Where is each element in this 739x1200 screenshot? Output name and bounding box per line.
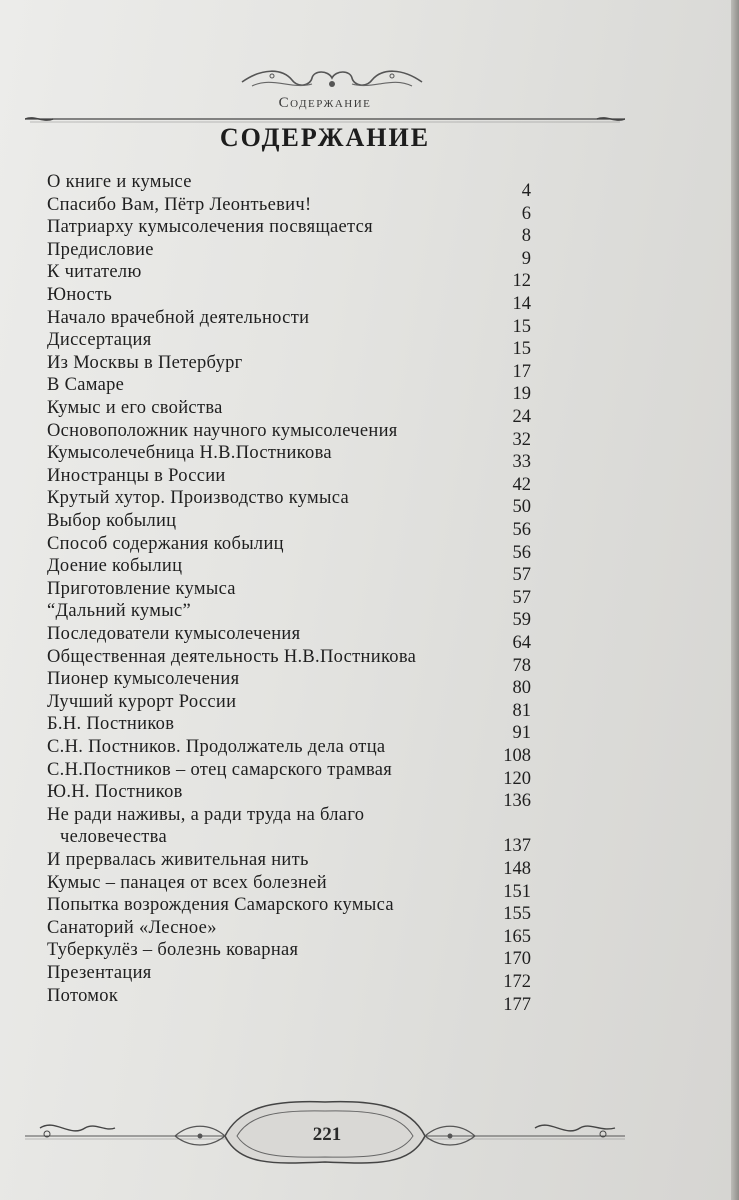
page-edge (731, 0, 739, 1200)
toc-entry-page: 6 (521, 203, 531, 224)
toc-entry-page: 9 (521, 248, 531, 269)
toc-entry-page: 170 (503, 949, 531, 970)
toc-entry-title: Из Москвы в Петербург (47, 352, 243, 373)
toc-entry-page: 80 (512, 678, 531, 699)
toc-entry-title: Попытка возрождения Самарского кумыса (47, 895, 394, 916)
toc-entry-page: 8 (521, 226, 531, 247)
toc-entry-title: О книге и кумысе (47, 172, 192, 192)
toc-heading: СОДЕРЖАНИЕ (219, 123, 431, 152)
toc-entry-page: 56 (512, 520, 531, 540)
toc-entry-page: 42 (512, 474, 531, 495)
toc-entry-title: В Самаре (47, 375, 125, 396)
toc-entry-page: 59 (512, 610, 531, 631)
toc-entry-title: Презентация (47, 963, 152, 983)
toc-entry-title: Основоположник научного кумысолечения (47, 420, 398, 441)
toc-entry-page: 15 (512, 316, 531, 337)
toc-entry-page: 56 (512, 542, 531, 563)
toc-entry-title: Приготовление кумыса (47, 578, 236, 599)
toc-entry-title: Диссертация (47, 330, 152, 351)
toc-entry-page: 137 (503, 836, 531, 857)
toc-entry-page: 136 (503, 791, 531, 812)
toc-entry-title: Санаторий «Лесное» (47, 917, 217, 938)
toc-entry-page: 17 (512, 361, 531, 382)
toc-entry-title: Потомок (47, 985, 119, 1006)
toc-entry-title: Последователи кумысолечения (47, 624, 301, 644)
toc-entry-title: Кумыс – панацея от всех болезней (47, 872, 327, 893)
toc-entry-page: 57 (512, 565, 531, 586)
toc-entry-title: Иностранцы в России (47, 465, 226, 486)
toc-entry-page: 15 (512, 339, 531, 360)
toc-entry-title: К читателю (47, 262, 142, 283)
toc-entry-page: 57 (512, 587, 531, 608)
toc-entry-page: 78 (512, 655, 531, 676)
toc-entry-title: Спасибо Вам, Пётр Леонтьевич! (47, 194, 312, 215)
toc-entry-title: Лучший курорт России (47, 691, 237, 712)
toc-entry-page: 33 (512, 452, 531, 473)
toc-entry-title: “Дальний кумыс” (47, 601, 191, 622)
toc-entry-page: 4 (521, 181, 531, 201)
toc-entry-page: 64 (512, 633, 531, 653)
toc-entry-title: Б.Н. Постников (47, 714, 175, 735)
toc-entry-title: Способ содержания кобылиц (47, 533, 284, 554)
page-number: 221 (312, 1124, 342, 1145)
toc-entry-page: 165 (503, 926, 531, 947)
toc-entry-title: Пионер кумысолечения (47, 669, 240, 690)
toc-entry-title: Патриарху кумысолечения посвящается (47, 217, 373, 238)
toc-entry-page: 172 (503, 972, 531, 992)
toc-entry-page: 151 (503, 881, 531, 902)
toc-entry-page: 148 (503, 859, 531, 879)
toc-entry-title: С.Н.Постников – отец самарского трамвая (47, 759, 393, 780)
toc-entry-page: 81 (512, 700, 531, 721)
toc-entry-title: Не ради наживы, а ради труда на благо (47, 804, 365, 825)
toc-entry-title: Начало врачебной деятельности (47, 307, 310, 328)
toc-entry-title: Предисловие (47, 239, 154, 260)
toc-entry-title: Туберкулёз – болезнь коварная (47, 940, 299, 961)
toc-entry-title: С.Н. Постников. Продолжатель дела отца (47, 737, 386, 757)
toc-entry-page: 120 (503, 768, 531, 789)
toc-entry-page: 19 (512, 384, 531, 405)
toc-entry-title: человечества (60, 827, 167, 848)
toc-entry-title: Доение кобылиц (47, 556, 183, 577)
toc-entry-title: Общественная деятельность Н.В.Постникова (47, 646, 417, 667)
toc-entry-page: 50 (512, 497, 531, 518)
toc-entry-title: Юность (47, 285, 113, 305)
running-head: Содержание (278, 95, 372, 111)
toc-entry-page: 177 (503, 994, 531, 1015)
toc-entry-page: 108 (503, 746, 531, 766)
toc-entry-title: И прервалась живительная нить (47, 850, 309, 870)
toc-entry-title: Кумысолечебница Н.В.Постникова (47, 443, 332, 464)
toc-entry-title: Выбор кобылиц (47, 511, 177, 531)
toc-entry-title: Ю.Н. Постников (47, 782, 183, 803)
toc-entry-page: 12 (512, 271, 531, 292)
toc-entry-title: Крутый хутор. Производство кумыса (47, 488, 350, 509)
toc-entry-page: 24 (512, 407, 531, 427)
toc-entry-page: 14 (512, 294, 531, 314)
toc-entry-title: Кумыс и его свойства (47, 398, 223, 418)
toc-entry-page: 91 (512, 723, 531, 744)
toc-entry-page: 155 (503, 904, 531, 925)
toc-entry-page: 32 (512, 429, 531, 450)
